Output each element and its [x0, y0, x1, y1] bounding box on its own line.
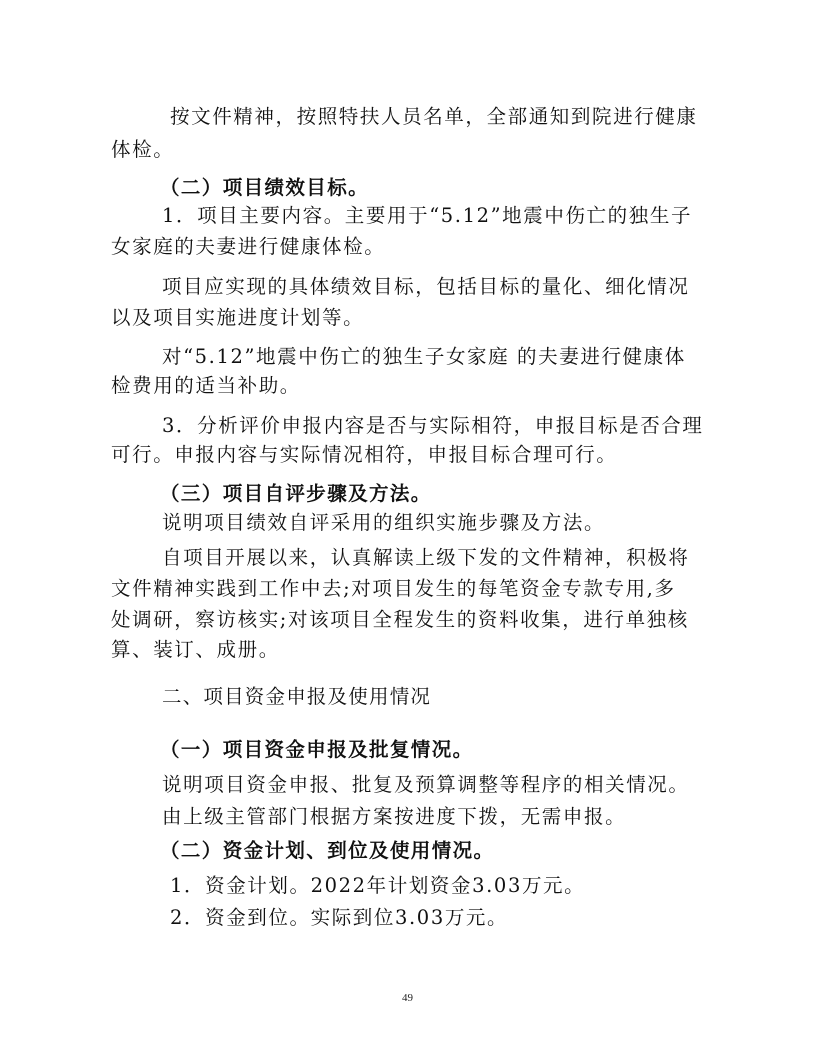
paragraph-line: 检费用的适当补助。 [111, 374, 301, 397]
paragraph-line: 自项目开展以来，认真解读上级下发的文件精神，积极将 [162, 546, 690, 569]
paragraph-line: 说明项目绩效自评采用的组织实施步骤及方法。 [162, 511, 606, 534]
paragraph-line: 文件精神实践到工作中去;对项目发生的每笔资金专款专用,多 [111, 577, 676, 600]
chapter-heading: 二、项目资金申报及使用情况 [162, 685, 432, 708]
paragraph-line: 女家庭的夫妻进行健康体检。 [111, 235, 386, 258]
page-number: 49 [402, 992, 413, 1004]
paragraph-line: 由上级主管部门根据方案按进度下拨，无需申报。 [162, 805, 627, 828]
section-heading: （二）资金计划、到位及使用情况。 [160, 839, 495, 862]
paragraph-line: 可行。申报内容与实际情况相符，申报目标合理可行。 [111, 443, 618, 466]
paragraph-line: 说明项目资金申报、批复及预算调整等程序的相关情况。 [162, 773, 690, 796]
paragraph-line: 1．项目主要内容。主要用于“5.12”地震中伤亡的独生子 [162, 204, 693, 227]
paragraph-line: 项目应实现的具体绩效目标，包括目标的量化、细化情况 [162, 275, 690, 298]
paragraph-line: 1．资金计划。2022年计划资金3.03万元。 [170, 874, 586, 897]
paragraph-line: 对“5.12”地震中伤亡的独生子女家庭 的夫妻进行健康体 [162, 345, 686, 368]
paragraph-line: 体检。 [111, 138, 175, 161]
paragraph-line: 3．分析评价申报内容是否与实际相符，申报目标是否合理 [162, 414, 704, 437]
section-heading: （二）项目绩效目标。 [160, 176, 370, 199]
paragraph-line: 处调研，察访核实;对该项目全程发生的资料收集，进行单独核 [111, 608, 689, 631]
section-heading: （一）项目资金申报及批复情况。 [160, 738, 474, 761]
paragraph-line: 按文件精神，按照特扶人员名单，全部通知到院进行健康 [170, 105, 698, 128]
paragraph-line: 算、装订、成册。 [111, 638, 280, 661]
paragraph-line: 2．资金到位。实际到位3.03万元。 [170, 906, 509, 929]
section-heading: （三）项目自评步骤及方法。 [160, 482, 432, 505]
paragraph-line: 以及项目实施进度计划等。 [111, 306, 365, 329]
